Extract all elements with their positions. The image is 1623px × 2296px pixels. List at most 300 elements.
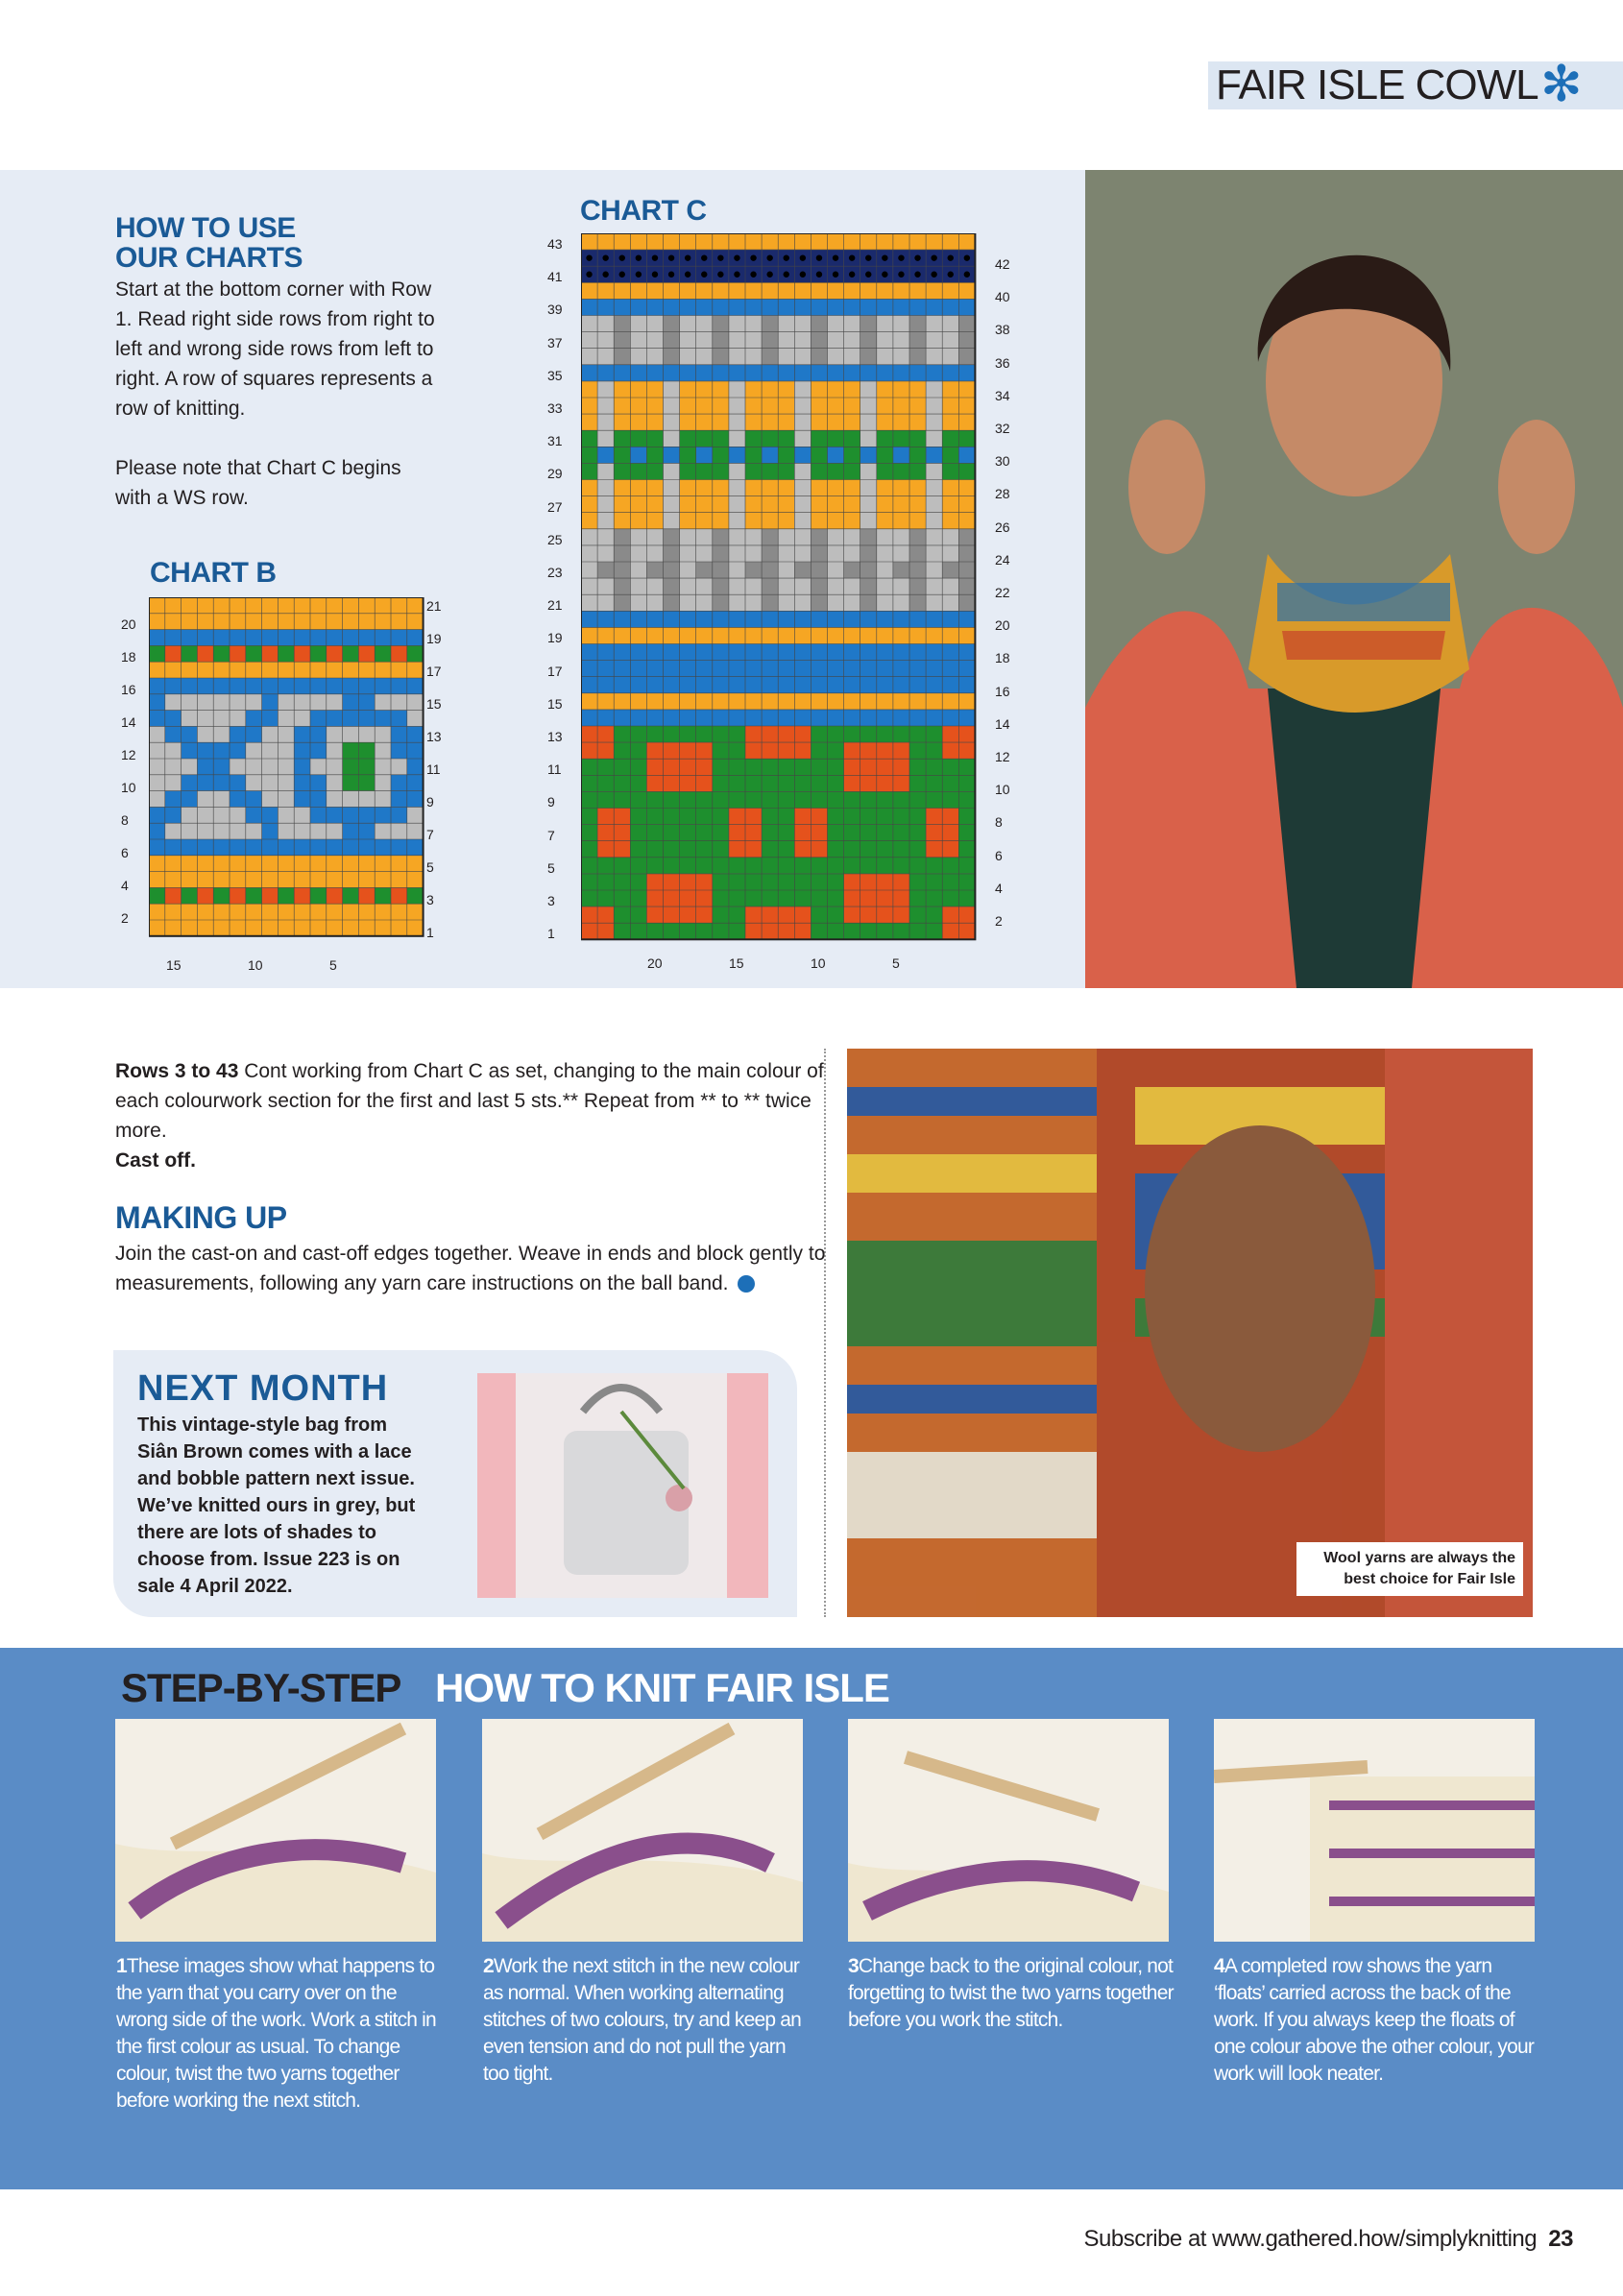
chart-cell: [811, 282, 827, 299]
chart-cell: [597, 742, 614, 759]
chart-cell: [713, 644, 729, 661]
chart-cell: [877, 513, 893, 529]
chart-cell: [646, 381, 663, 398]
chart-cell: [713, 365, 729, 381]
chart-dot: [750, 254, 756, 260]
chart-cell: [958, 529, 975, 545]
chart-cell: [327, 872, 343, 888]
row-number: 7: [426, 827, 434, 842]
chart-cell: [893, 906, 909, 923]
chart-cell: [942, 906, 958, 923]
chart-cell: [909, 775, 926, 791]
chart-dot: [931, 254, 936, 260]
chart-cell: [877, 562, 893, 578]
chart-cell: [828, 414, 844, 430]
chart-cell: [745, 282, 762, 299]
chart-cell: [407, 775, 424, 791]
chart-cell: [358, 726, 375, 742]
chart-cell: [407, 904, 424, 920]
chart-cell: [877, 299, 893, 315]
chart-cell: [391, 711, 407, 727]
chart-cell: [182, 742, 198, 759]
chart-cell: [762, 644, 778, 661]
stitch-number: 15: [729, 955, 744, 971]
chart-cell: [165, 807, 182, 823]
chart-cell: [958, 480, 975, 496]
chart-cell: [664, 365, 680, 381]
chart-cell: [778, 233, 794, 250]
chart-cell: [696, 825, 713, 841]
chart-cell: [844, 841, 860, 858]
chart-cell: [778, 545, 794, 562]
chart-cell: [762, 825, 778, 841]
chart-cell: [294, 645, 310, 662]
chart-cell: [713, 858, 729, 874]
chart-cell: [729, 906, 745, 923]
row-number: 15: [426, 696, 442, 712]
chart-cell: [646, 906, 663, 923]
chart-cell: [844, 874, 860, 890]
chart-cell: [762, 430, 778, 447]
chart-cell: [327, 887, 343, 904]
chart-cell: [343, 920, 359, 936]
chart-cell: [680, 594, 696, 611]
chart-cell: [794, 693, 811, 710]
row-number: 16: [121, 682, 136, 697]
chart-cell: [680, 710, 696, 726]
chart-cell: [614, 858, 630, 874]
chart-cell: [407, 742, 424, 759]
step-2-body: Work the next stitch in the new colour as normal. When working alternating stitches of two colours, try and keep an even tension and do not pull the yarn too tight.: [483, 1955, 802, 2085]
chart-cell: [327, 645, 343, 662]
chart-cell: [614, 332, 630, 349]
chart-dot: [816, 272, 822, 278]
chart-cell: [327, 742, 343, 759]
chart-cell: [646, 742, 663, 759]
chart-cell: [664, 381, 680, 398]
chart-cell: [745, 677, 762, 693]
chart-cell: [745, 578, 762, 594]
chart-cell: [713, 791, 729, 808]
chart-cell: [844, 513, 860, 529]
chart-cell: [828, 332, 844, 349]
chart-cell: [794, 430, 811, 447]
chart-cell: [664, 710, 680, 726]
chart-cell: [614, 890, 630, 906]
chart-cell: [310, 678, 327, 694]
how-body-paragraph-2: Please note that Chart C begins with a WS row.: [115, 457, 401, 509]
chart-cell: [745, 644, 762, 661]
chart-cell: [762, 414, 778, 430]
chart-cell: [664, 282, 680, 299]
chart-cell: [909, 923, 926, 939]
chart-cell: [149, 694, 165, 711]
chart-cell: [646, 430, 663, 447]
chart-cell: [811, 759, 827, 775]
chart-cell: [745, 398, 762, 414]
chart-cell: [828, 233, 844, 250]
chart-cell: [614, 759, 630, 775]
chart-cell: [343, 807, 359, 823]
chart-cell: [630, 365, 646, 381]
chart-cell: [680, 545, 696, 562]
chart-cell: [614, 874, 630, 890]
chart-cell: [391, 872, 407, 888]
chart-cell: [213, 742, 230, 759]
chart-cell: [893, 726, 909, 742]
stitch-number: 5: [892, 955, 900, 971]
row-number: 19: [547, 630, 563, 646]
chart-cell: [646, 627, 663, 643]
chart-cell: [630, 480, 646, 496]
chart-cell: [877, 447, 893, 463]
chart-cell: [926, 627, 942, 643]
chart-dot: [734, 254, 739, 260]
chart-cell: [811, 710, 827, 726]
chart-cell: [778, 825, 794, 841]
chart-cell: [778, 627, 794, 643]
chart-cell: [165, 662, 182, 678]
chart-cell: [646, 480, 663, 496]
chart-cell: [581, 644, 597, 661]
chart-cell: [811, 545, 827, 562]
chart-cell: [278, 711, 294, 727]
chart-cell: [646, 775, 663, 791]
chart-cell: [828, 545, 844, 562]
chart-cell: [646, 545, 663, 562]
chart-cell: [942, 349, 958, 365]
chart-cell: [762, 562, 778, 578]
chart-cell: [762, 496, 778, 513]
chart-cell: [664, 349, 680, 365]
chart-cell: [630, 414, 646, 430]
chart-c-title: CHART C: [580, 195, 707, 227]
chart-cell: [696, 874, 713, 890]
chart-cell: [375, 597, 391, 614]
chart-cell: [713, 349, 729, 365]
chart-cell: [926, 398, 942, 414]
chart-cell: [391, 759, 407, 775]
chart-cell: [778, 809, 794, 825]
chart-cell: [958, 906, 975, 923]
chart-cell: [407, 856, 424, 872]
chart-cell: [729, 513, 745, 529]
chart-cell: [844, 809, 860, 825]
chart-cell: [262, 678, 279, 694]
chart-cell: [262, 597, 279, 614]
chart-cell: [343, 662, 359, 678]
chart-cell: [358, 887, 375, 904]
chart-cell: [729, 496, 745, 513]
row-number: 32: [995, 421, 1010, 436]
chart-cell: [696, 677, 713, 693]
row-number: 15: [547, 695, 563, 712]
chart-cell: [811, 233, 827, 250]
chart-cell: [794, 611, 811, 627]
chart-cell: [597, 480, 614, 496]
chart-cell: [713, 611, 729, 627]
chart-cell: [713, 923, 729, 939]
chart-cell: [581, 677, 597, 693]
chart-cell: [630, 282, 646, 299]
chart-cell: [942, 841, 958, 858]
chart-cell: [778, 594, 794, 611]
chart-cell: [630, 513, 646, 529]
chart-cell: [646, 513, 663, 529]
chart-cell: [860, 775, 877, 791]
chart-cell: [828, 365, 844, 381]
chart-cell: [597, 463, 614, 479]
chart-cell: [262, 662, 279, 678]
chart-cell: [646, 233, 663, 250]
subscribe-link[interactable]: Subscribe at www.gathered.how/simplyknitting: [1083, 2226, 1538, 2252]
chart-cell: [630, 529, 646, 545]
chart-cell: [942, 332, 958, 349]
chart-cell: [343, 645, 359, 662]
chart-cell: [165, 759, 182, 775]
chart-cell: [811, 726, 827, 742]
chart-cell: [630, 627, 646, 643]
chart-cell: [581, 841, 597, 858]
chart-cell: [597, 906, 614, 923]
chart-cell: [794, 644, 811, 661]
chart-cell: [696, 923, 713, 939]
row-number: 26: [995, 519, 1010, 535]
chart-cell: [182, 678, 198, 694]
chart-cell: [844, 545, 860, 562]
chart-cell: [358, 597, 375, 614]
chart-cell: [391, 920, 407, 936]
chart-cell: [197, 807, 213, 823]
chart-cell: [926, 594, 942, 611]
chart-cell: [860, 545, 877, 562]
chart-cell: [860, 398, 877, 414]
chart-cell: [680, 858, 696, 874]
chart-cell: [926, 233, 942, 250]
chart-cell: [581, 513, 597, 529]
chart-cell: [811, 923, 827, 939]
chart-cell: [893, 349, 909, 365]
chart-cell: [664, 841, 680, 858]
chart-cell: [213, 920, 230, 936]
chart-cell: [246, 775, 262, 791]
row-number: 20: [995, 617, 1010, 634]
chart-cell: [664, 742, 680, 759]
chart-cell: [230, 759, 246, 775]
chart-b-title: CHART B: [150, 557, 277, 589]
row-number: 28: [995, 486, 1010, 502]
chart-cell: [860, 677, 877, 693]
chart-cell: [581, 545, 597, 562]
chart-cell: [762, 775, 778, 791]
chart-cell: [358, 662, 375, 678]
chart-cell: [358, 742, 375, 759]
chart-cell: [696, 381, 713, 398]
chart-cell: [597, 890, 614, 906]
chart-cell: [358, 678, 375, 694]
chart-dot: [964, 254, 970, 260]
chart-cell: [262, 775, 279, 791]
chart-cell: [213, 678, 230, 694]
chart-cell: [614, 594, 630, 611]
chart-cell: [909, 906, 926, 923]
chart-cell: [630, 398, 646, 414]
chart-cell: [630, 430, 646, 447]
chart-cell: [646, 316, 663, 332]
chart-cell: [278, 759, 294, 775]
chart-cell: [646, 710, 663, 726]
step-by-step-title: HOW TO KNIT FAIR ISLE: [435, 1665, 889, 1710]
chart-cell: [262, 645, 279, 662]
chart-cell: [581, 381, 597, 398]
row-number: 18: [121, 649, 136, 665]
chart-cell: [713, 890, 729, 906]
chart-cell: [877, 874, 893, 890]
chart-cell: [375, 856, 391, 872]
chart-cell: [860, 414, 877, 430]
chart-cell: [614, 906, 630, 923]
chart-cell: [844, 693, 860, 710]
chart-cell: [391, 726, 407, 742]
chart-cell: [246, 839, 262, 856]
chart-cell: [828, 381, 844, 398]
chart-cell: [213, 645, 230, 662]
chart-cell: [909, 791, 926, 808]
chart-cell: [828, 282, 844, 299]
chart-cell: [794, 414, 811, 430]
chart-cell: [310, 920, 327, 936]
chart-cell: [811, 841, 827, 858]
chart-cell: [696, 496, 713, 513]
step-1-number: 1: [116, 1955, 127, 1977]
chart-cell: [358, 920, 375, 936]
chart-cell: [597, 759, 614, 775]
chart-cell: [310, 630, 327, 646]
chart-cell: [149, 630, 165, 646]
chart-cell: [696, 545, 713, 562]
chart-cell: [630, 562, 646, 578]
chart-cell: [844, 644, 860, 661]
chart-cell: [630, 791, 646, 808]
chart-cell: [391, 694, 407, 711]
chart-cell: [926, 726, 942, 742]
chart-dot: [701, 272, 707, 278]
chart-cell: [630, 594, 646, 611]
chart-cell: [958, 398, 975, 414]
chart-cell: [909, 726, 926, 742]
chart-cell: [811, 693, 827, 710]
chart-cell: [860, 710, 877, 726]
chart-cell: [630, 447, 646, 463]
chart-cell: [278, 791, 294, 808]
chart-cell: [794, 349, 811, 365]
chart-cell: [165, 823, 182, 839]
chart-cell: [664, 890, 680, 906]
chart-cell: [310, 887, 327, 904]
chart-cell: [713, 529, 729, 545]
chart-cell: [664, 447, 680, 463]
chart-cell: [182, 839, 198, 856]
chart-cell: [581, 890, 597, 906]
chart-cell: [149, 775, 165, 791]
chart-cell: [230, 856, 246, 872]
chart-cell: [713, 316, 729, 332]
chart-cell: [958, 858, 975, 874]
chart-cell: [811, 365, 827, 381]
chart-cell: [877, 890, 893, 906]
chart-cell: [278, 630, 294, 646]
chart-c-grid: [581, 233, 979, 944]
chart-dot: [619, 254, 625, 260]
chart-cell: [909, 611, 926, 627]
chart-cell: [597, 644, 614, 661]
chart-cell: [828, 677, 844, 693]
chart-cell: [909, 332, 926, 349]
chart-cell: [729, 332, 745, 349]
chart-cell: [327, 630, 343, 646]
chart-cell: [197, 662, 213, 678]
row-number: 43: [547, 236, 563, 252]
chart-cell: [230, 694, 246, 711]
chart-cell: [828, 791, 844, 808]
chart-cell: [391, 662, 407, 678]
chart-cell: [877, 775, 893, 791]
chart-cell: [778, 349, 794, 365]
chart-cell: [581, 693, 597, 710]
chart-cell: [778, 858, 794, 874]
chart-cell: [680, 414, 696, 430]
chart-cell: [343, 872, 359, 888]
chart-cell: [375, 678, 391, 694]
chart-cell: [893, 858, 909, 874]
chart-cell: [696, 365, 713, 381]
chart-cell: [745, 545, 762, 562]
chart-cell: [197, 597, 213, 614]
chart-cell: [762, 316, 778, 332]
chart-cell: [278, 887, 294, 904]
yarn-ball-icon: [738, 1275, 755, 1293]
chart-cell: [581, 858, 597, 874]
chart-dot: [914, 254, 920, 260]
chart-cell: [581, 726, 597, 742]
chart-cell: [778, 447, 794, 463]
chart-cell: [794, 513, 811, 529]
chart-cell: [958, 923, 975, 939]
chart-cell: [909, 627, 926, 643]
chart-cell: [942, 791, 958, 808]
chart-cell: [646, 791, 663, 808]
chart-cell: [375, 742, 391, 759]
chart-cell: [877, 381, 893, 398]
step-3-number: 3: [848, 1955, 859, 1977]
how-body-paragraph-1: Start at the bottom corner with Row 1. Read right side rows from right to left and wrong side rows from left to right. A row of squares represents a row of knitting.: [115, 278, 435, 420]
chart-dot: [766, 254, 772, 260]
chart-cell: [197, 839, 213, 856]
chart-cell: [213, 791, 230, 808]
chart-cell: [246, 662, 262, 678]
chart-cell: [811, 791, 827, 808]
chart-dot: [619, 272, 625, 278]
chart-cell: [893, 791, 909, 808]
chart-cell: [327, 839, 343, 856]
chart-cell: [630, 332, 646, 349]
chart-cell: [844, 661, 860, 677]
chart-cell: [327, 823, 343, 839]
chart-cell: [877, 906, 893, 923]
step-2-photo: [482, 1719, 803, 1942]
chart-cell: [614, 841, 630, 858]
chart-dot: [602, 254, 608, 260]
